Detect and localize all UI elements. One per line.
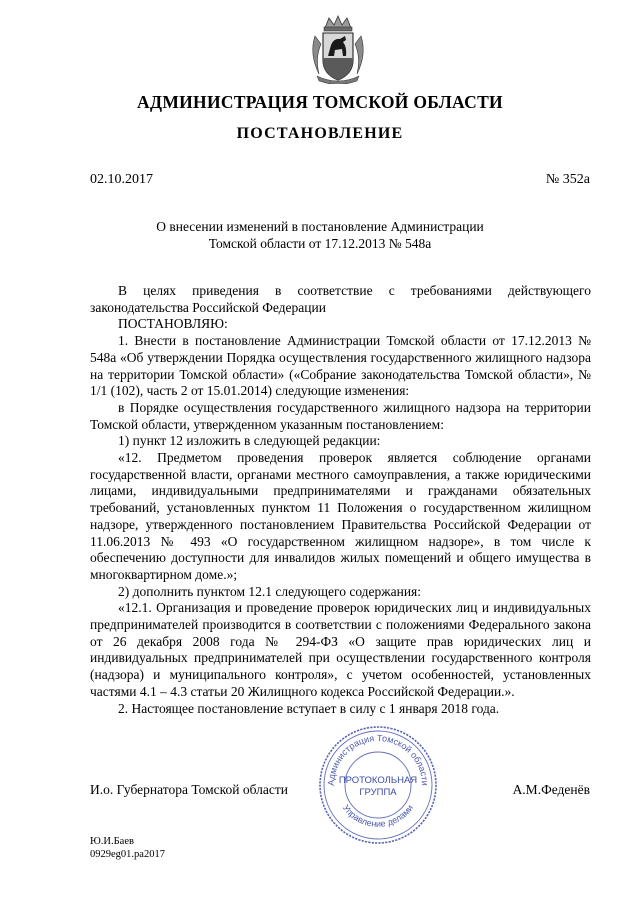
clause-12-paragraph: «12. Предметом проведения проверок является соблюдение органами государственной власти, органами местного самоуправления, а также юридическими лицами, индивидуальными предпринимателями и гражданами обязательных требований, установленных пунктом 11 Положения о государственном жилищном надзоре, утвержденного постановлением Правительства Российской Федерации от 11.06.2013 № 493 «О государственном жилищном надзоре», в том числе к обеспечению доступности для инвалидов жилых помещений и общего имущества в многоквартирном доме.»; [90,450,591,582]
subitem-2-paragraph: 2) дополнить пунктом 12.1 следующего содержания: [118,583,422,599]
protocol-group-stamp [317,724,439,846]
clause-12-1-paragraph: «12.1. Организация и проведение проверок юридических лиц и индивидуальных предпринимателей производится в соответствии с положениями Федерального закона от 26 декабря 2008 года № 294-ФЗ «О защите прав юридических лиц и индивидуальных предпринимателей при осуществлении государственного контроля (надзора) и муниципального контроля», с учетом особенностей, установленных частями 4.1 – 4.3 статьи 20 Жилищного кодекса Российской Федерации.». [90,600,591,699]
executor-name: Ю.И.Баев [90,836,134,847]
stamp-bottom-text: Управление делами [340,802,416,829]
stamp-inner-line-2: ГРУППА [359,787,397,798]
decree-word: ПОСТАНОВЛЯЮ: [118,316,228,332]
subitem-1-paragraph: 1) пункт 12 изложить в следующей редакции: [118,433,381,449]
document-date: 02.10.2017 [90,172,153,187]
document-number: № 352а [545,172,590,187]
executor-block [90,835,165,861]
stamp-ring-text: Администрация Томской области [325,732,431,786]
item-1-paragraph: 1. Внести в постановление Администрации Томской области от 17.12.2013 № 548а «Об утверждении Порядка осуществления государственного жилищного надзора на территории Томской области» («Собрание законодательства Томской области», № 1/1 (102), часть 2 от 15.01.2014) следующие изменения: [90,333,591,399]
stamp-inner-line-1: ПРОТОКОЛЬНАЯ [338,775,418,786]
title-line-1: О внесении изменений в постановление Администрации [156,219,484,234]
document-code: 0929eg01.pa2017 [90,849,165,860]
title-line-2: Томской области от 17.12.2013 № 548а [208,236,432,251]
item-2-paragraph: 2. Настоящее постановление вступает в силу с 1 января 2018 года. [118,700,500,716]
document-body [90,283,591,717]
item-1-intro-paragraph: в Порядке осуществления государственного жилищного надзора на территории Томской области, утвержденном указанным постановлением: [90,399,591,432]
document-title [0,218,640,252]
organization-name: АДМИНИСТРАЦИЯ ТОМСКОЙ ОБЛАСТИ [137,92,503,112]
coat-of-arms-emblem [307,14,369,84]
signatory-name: А.М.Феденёв [512,782,590,797]
svg-text:Управление делами [341,803,415,829]
preamble-paragraph: В целях приведения в соответствие с требованиями действующего законодательства Российской Федерации [90,283,591,315]
signatory-position: И.о. Губернатора Томской области [90,782,288,797]
document-type: ПОСТАНОВЛЕНИЕ [236,125,404,142]
